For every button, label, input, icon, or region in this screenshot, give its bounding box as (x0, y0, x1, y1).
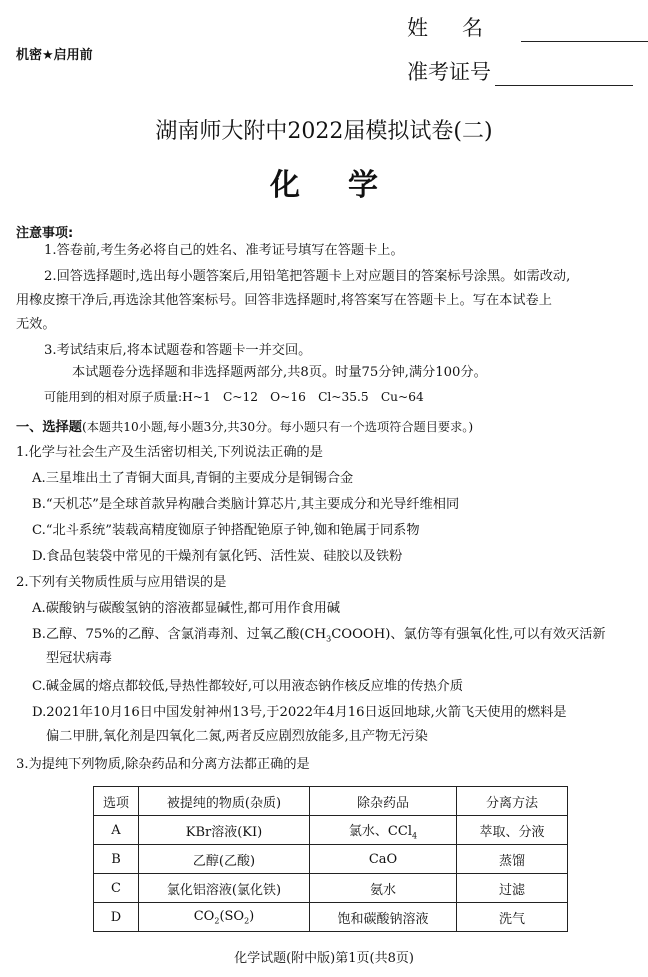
q3-options-table (93, 786, 568, 932)
note-2-line-1: 2.回答选择题时,选出每小题答案后,用铅笔把答题卡上对应题目的答案标号涂黑。如需改动, (44, 269, 571, 284)
table-header-cell: 被提纯的物质(杂质) (139, 787, 310, 816)
q2-option-b-sub: 3 (326, 634, 332, 644)
exam-id-field (407, 56, 633, 86)
table-cell-substance: KBr溶液(KI) (139, 816, 310, 845)
q1-option-c: C.“北斗系统”装载高精度铷原子钟搭配铯原子钟,铷和铯属于同系物 (32, 523, 420, 538)
q2-option-a: A.碳酸钠与碳酸氢钠的溶液都显碱性,都可用作食用碱 (32, 601, 341, 616)
exam-info: 本试题卷分选择题和非选择题两部分,共8页。时量75分钟,满分100分。 (72, 365, 487, 380)
note-2-line-2: 用橡皮擦干净后,再选涂其他答案标号。回答非选择题时,将答案写在答题卡上。写在本试卷上 (16, 293, 552, 308)
table-row (94, 903, 568, 932)
reagent-text: 氯水、CCl (348, 823, 412, 839)
q1-option-a: A.三星堆出土了青铜大面具,青铜的主要成分是铜锡合金 (32, 471, 354, 486)
substance-text: CO (193, 908, 215, 924)
section-1-desc: (本题共10小题,每小题3分,共30分。每小题只有一个选项符合题目要求。) (81, 420, 474, 434)
reagent-sub: 4 (411, 831, 418, 841)
exam-id-label: 准考证号 (407, 60, 491, 84)
table-cell-option: D (94, 903, 139, 932)
page-footer: 化学试题(附中版)第1页(共8页) (234, 951, 414, 966)
table-cell-reagent (310, 816, 457, 845)
note-2-line-3: 无效。 (16, 317, 56, 332)
table-cell-reagent: 饱和碳酸钠溶液 (310, 903, 457, 932)
table-cell-method: 萃取、分液 (457, 816, 568, 845)
q2-option-b-line-1 (32, 626, 606, 649)
notes-heading: 注意事项: (16, 226, 74, 241)
q2-option-b-post: COOOH)、氯仿等有强氧化性,可以有效灭活新 (331, 627, 606, 642)
q2-option-d-line-2: 偏二甲肼,氧化剂是四氧化二氮,两者反应剧烈放能多,且产物无污染 (46, 729, 428, 744)
substance-sub: 2 (244, 916, 250, 926)
name-label: 姓名 (407, 16, 517, 40)
table-cell-method: 过滤 (457, 874, 568, 903)
name-blank-line (521, 19, 648, 42)
q3-stem: 3.为提纯下列物质,除杂药品和分离方法都正确的是 (16, 757, 310, 772)
table-cell-option: B (94, 845, 139, 874)
atomic-masses: 可能用到的相对原子质量:H~1 C~12 O~16 Cl~35.5 Cu~64 (44, 390, 424, 404)
section-1-heading (16, 418, 473, 437)
q2-option-b-pre: B.乙醇、75%的乙醇、含氯消毒剂、过氧乙酸(CH (32, 627, 327, 642)
table-header-row (94, 787, 568, 816)
table-cell-method: 洗气 (457, 903, 568, 932)
table-row (94, 845, 568, 874)
table-cell-option: C (94, 874, 139, 903)
table-cell-substance (139, 903, 310, 932)
table-row (94, 816, 568, 845)
q2-option-d-line-1: D.2021年10月16日中国发射神州13号,于2022年4月16日返回地球,火箭飞天使用的燃料是 (32, 705, 567, 720)
table-header-cell: 分离方法 (457, 787, 568, 816)
table-header-cell: 除杂药品 (310, 787, 457, 816)
q1-option-b: B.“天机芯”是全球首款异构融合类脑计算芯片,其主要成分和光导纤维相同 (32, 497, 460, 512)
substance-text: (SO (219, 908, 245, 924)
table-cell-substance: 乙醇(乙酸) (139, 845, 310, 874)
q2-option-b-line-2: 型冠状病毒 (46, 651, 112, 666)
table-cell-method: 蒸馏 (457, 845, 568, 874)
table-header-cell: 选项 (94, 787, 139, 816)
subject-title: 化学 (270, 168, 426, 203)
q1-option-d: D.食品包装袋中常见的干燥剂有氯化钙、活性炭、硅胶以及铁粉 (32, 549, 403, 564)
q2-stem: 2.下列有关物质性质与应用错误的是 (16, 575, 227, 590)
q1-stem: 1.化学与社会生产及生活密切相关,下列说法正确的是 (16, 445, 323, 460)
table-cell-reagent: 氨水 (310, 874, 457, 903)
substance-text: ) (249, 908, 255, 924)
name-field (407, 12, 648, 42)
table-cell-option: A (94, 816, 139, 845)
exam-title: 湖南师大附中2022届模拟试卷(二) (155, 119, 493, 144)
exam-id-blank-line (495, 63, 633, 86)
note-3: 3.考试结束后,将本试题卷和答题卡一并交回。 (44, 343, 312, 358)
table-row (94, 874, 568, 903)
secret-mark: 机密★启用前 (16, 48, 93, 63)
section-1-label: 一、选择题 (16, 420, 82, 435)
table-cell-substance: 氯化铝溶液(氯化铁) (139, 874, 310, 903)
substance-sub: 2 (214, 916, 220, 926)
table-cell-reagent: CaO (310, 845, 457, 874)
note-1: 1.答卷前,考生务必将自己的姓名、准考证号填写在答题卡上。 (44, 243, 404, 258)
q2-option-c: C.碱金属的熔点都较低,导热性都较好,可以用液态钠作核反应堆的传热介质 (32, 679, 464, 694)
